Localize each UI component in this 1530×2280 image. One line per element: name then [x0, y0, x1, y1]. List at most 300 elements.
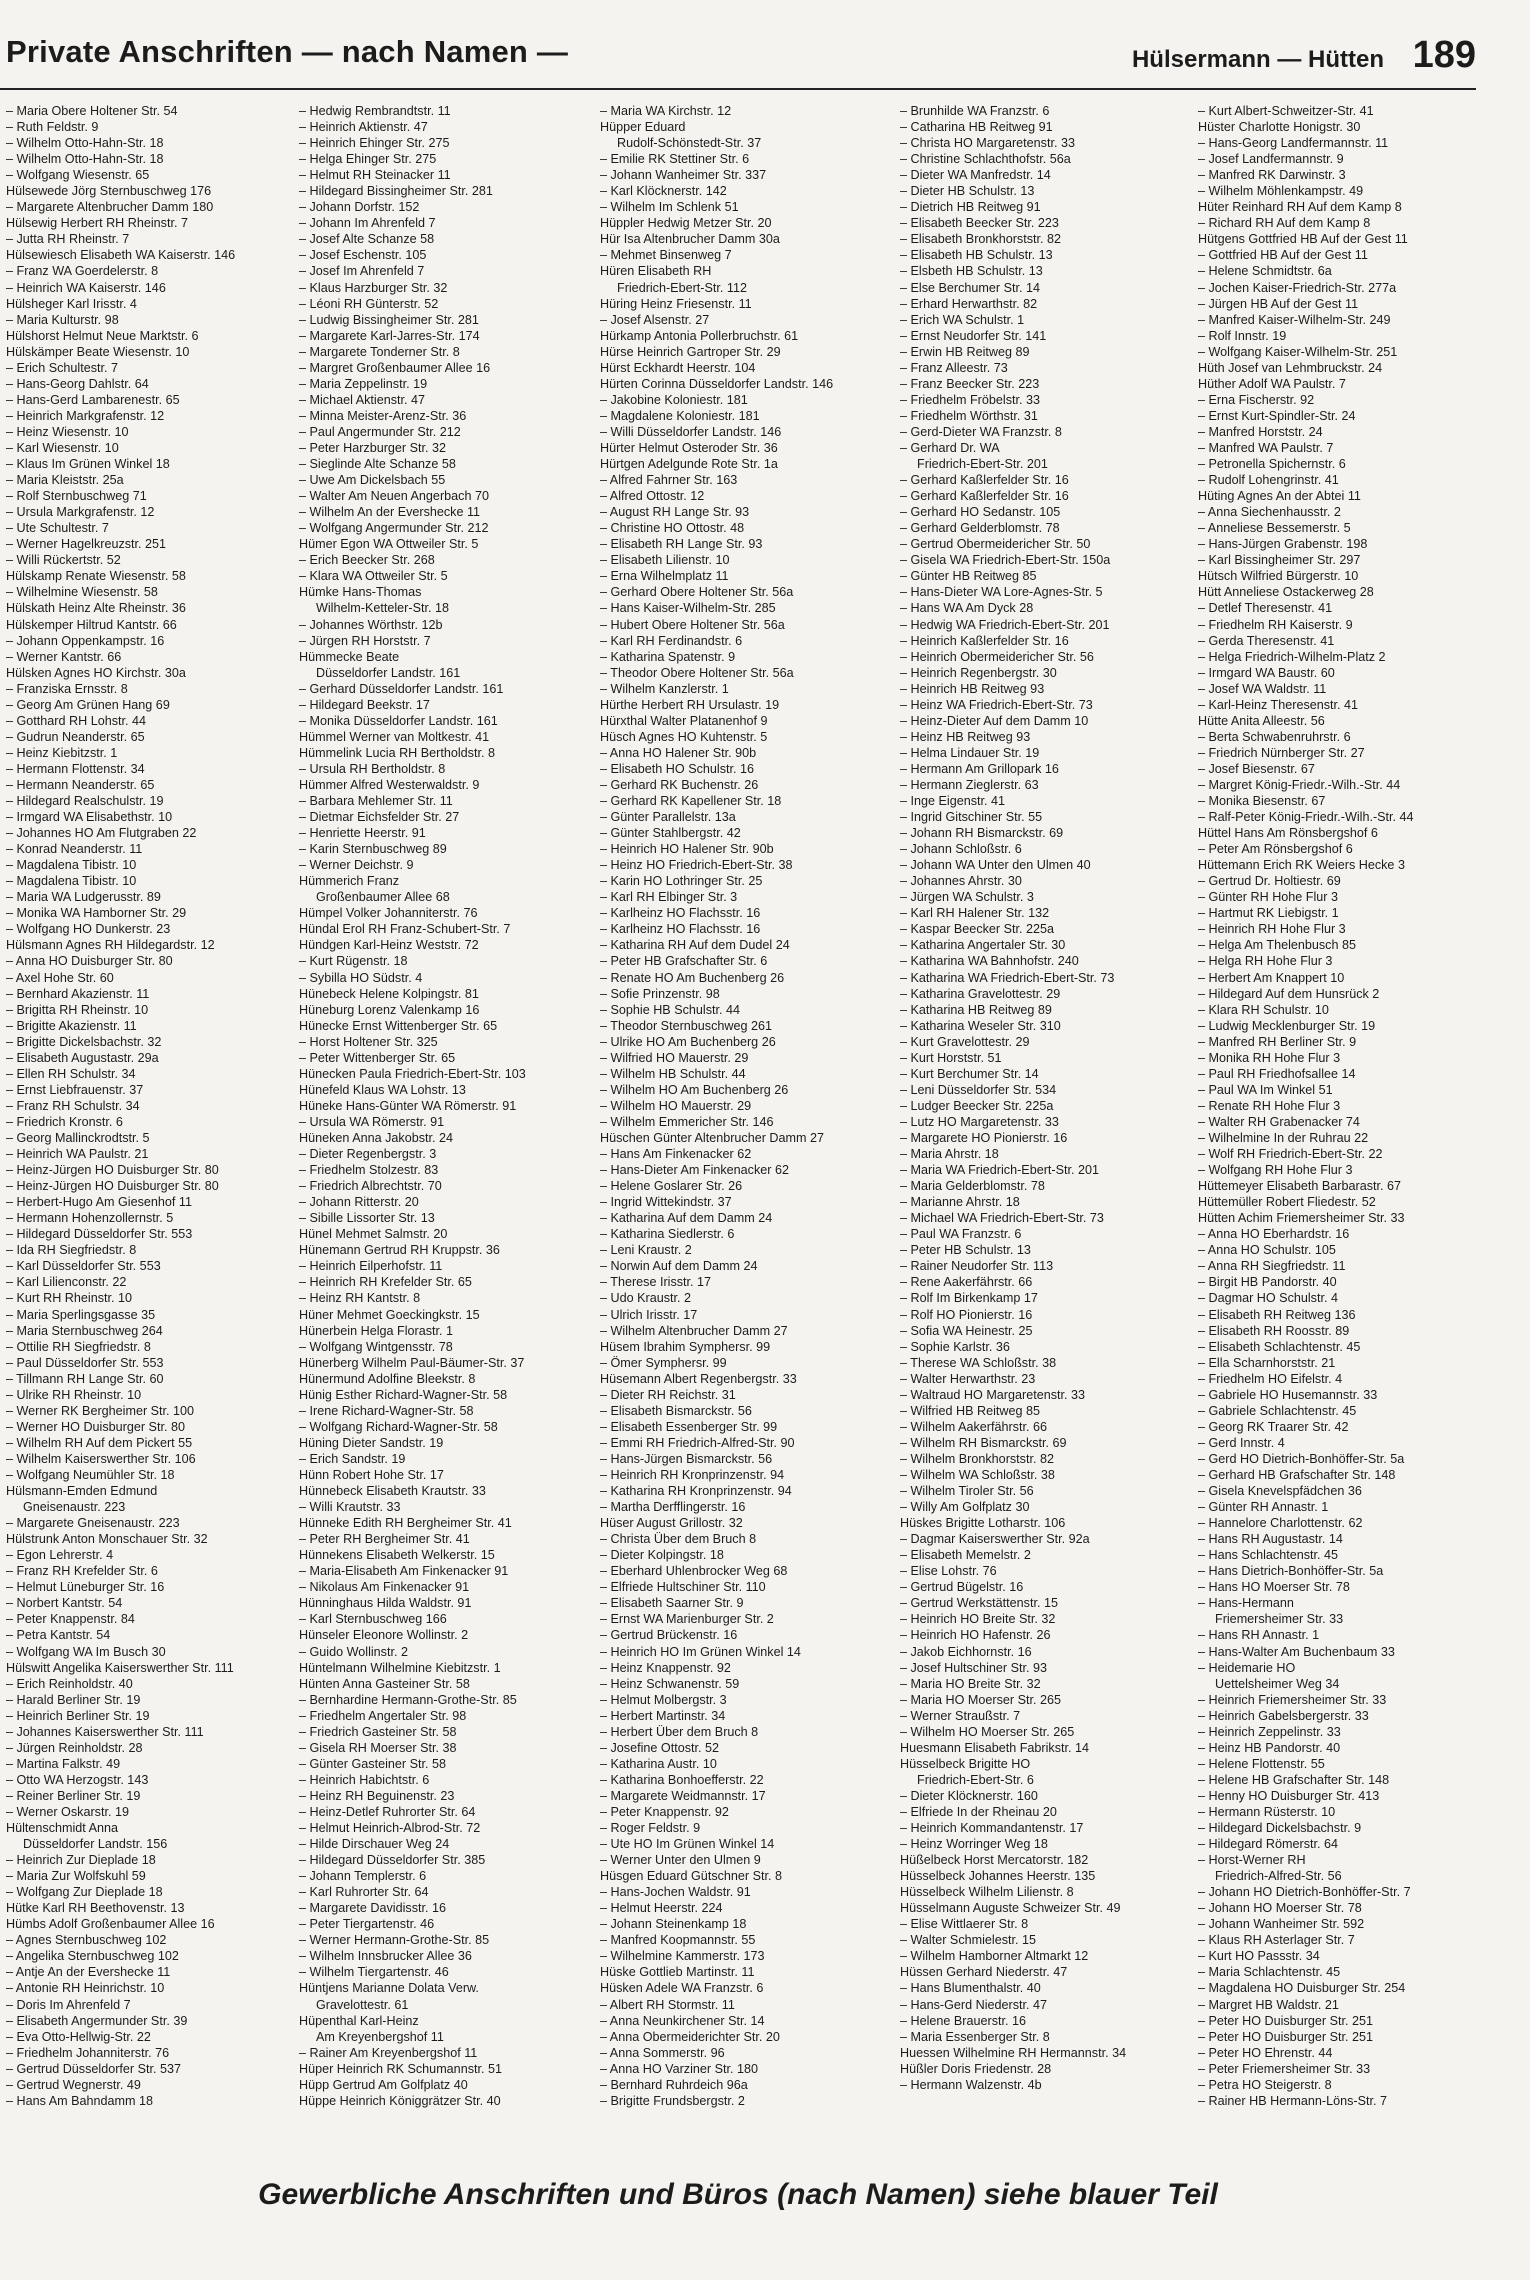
directory-entry: – Peter HB Grafschafter Str. 6 — [600, 954, 768, 969]
directory-entry: – Heinrich Gabelsbergerstr. 33 — [1198, 1708, 1369, 1723]
directory-entry: – Anna Obermeiderichter Str. 20 — [600, 2029, 780, 2044]
directory-entry: – Klaus RH Asterlager Str. 7 — [1198, 1933, 1355, 1948]
directory-entry: – Dagmar HO Schulstr. 4 — [1198, 1291, 1338, 1306]
directory-entry: – Maria Kleiststr. 25a — [6, 473, 124, 488]
directory-entry: – Lutz HO Margaretenstr. 33 — [900, 1114, 1059, 1129]
directory-entry: – Franz WA Goerdelerstr. 8 — [6, 264, 159, 279]
directory-entry: – Hans-Gerd Niederstr. 47 — [900, 1997, 1047, 2012]
directory-entry: – Josef Hultschiner Str. 93 — [900, 1660, 1047, 1675]
directory-entry: – Margarete Weidmannstr. 17 — [600, 1788, 766, 1803]
directory-entry: – Karl Wiesenstr. 10 — [6, 440, 119, 455]
directory-entry: – Maria-Elisabeth Am Finkenacker 91 — [299, 1564, 509, 1579]
directory-entry: – Wolfgang RH Hohe Flur 3 — [1198, 1163, 1353, 1178]
directory-entry: – Michael Aktienstr. 47 — [299, 392, 426, 407]
directory-entry: – Karl-Heinz Theresenstr. 41 — [1198, 697, 1359, 712]
directory-entry: – Ernst Neudorfer Str. 141 — [900, 328, 1047, 343]
directory-entry: – Karl Lilienconstr. 22 — [6, 1275, 127, 1290]
directory-entry: Hülsmann Agnes RH Hildegardstr. 12 — [6, 938, 215, 953]
directory-entry: – Anna HO Eberhardstr. 16 — [1198, 1227, 1350, 1242]
directory-entry: – Elisabeth Bismarckstr. 56 — [600, 1403, 752, 1418]
directory-entry: Hütten Achim Friemersheimer Str. 33 — [1198, 1211, 1405, 1226]
directory-entry: – Wolfgang Wintgensstr. 78 — [299, 1339, 453, 1354]
directory-entry: Hülstrunk Anton Monschauer Str. 32 — [6, 1532, 208, 1547]
directory-entry: – Wolfgang Wiesenstr. 65 — [6, 168, 150, 183]
directory-entry: – Hermann Neanderstr. 65 — [6, 777, 155, 792]
directory-entry: – Norwin Auf dem Damm 24 — [600, 1259, 758, 1274]
directory-entry: – Anna Siechenhausstr. 2 — [1198, 505, 1341, 520]
directory-entry: – Maria Schlachtenstr. 45 — [1198, 1965, 1341, 1980]
directory-entry: – Heinz Schwanenstr. 59 — [600, 1676, 740, 1691]
directory-entry: – Walter RH Grabenacker 74 — [1198, 1114, 1360, 1129]
directory-entry: – Margarete HO Pionierstr. 16 — [900, 1131, 1068, 1145]
directory-entry: – Ulrike HO Am Buchenberg 26 — [600, 1034, 776, 1049]
directory-entry: – Paul Angermunder Str. 212 — [299, 424, 461, 439]
directory-entry: – Franz RH Schulstr. 34 — [6, 1098, 140, 1113]
directory-entry: – Friedrich Nürnberger Str. 27 — [1198, 745, 1365, 760]
directory-entry: Hülskemper Hiltrud Kantstr. 66 — [6, 617, 177, 632]
directory-entry: – Johann Oppenkampstr. 16 — [6, 633, 165, 648]
directory-entry: – Anna HO Schulstr. 105 — [1198, 1243, 1336, 1258]
directory-entry: – Margret HB Waldstr. 21 — [1198, 1997, 1339, 2012]
directory-entry: – Johannes Wörthstr. 12b — [299, 617, 443, 632]
directory-entry: Hünig Esther Richard-Wagner-Str. 58 — [299, 1387, 508, 1402]
directory-entry: – Werner Oskarstr. 19 — [6, 1804, 129, 1819]
directory-entry: – Christine HO Ottostr. 48 — [600, 521, 745, 536]
directory-entry: Hünerberg Wilhelm Paul-Bäumer-Str. 37 — [299, 1355, 525, 1370]
directory-entry: – Maria Essenberger Str. 8 — [900, 2029, 1050, 2044]
directory-entry: – Walter Schmielestr. 15 — [900, 1933, 1037, 1948]
directory-entry: – Heinrich Eilperhofstr. 11 — [299, 1259, 443, 1274]
directory-entry: – Heinrich HO Hafenstr. 26 — [900, 1628, 1051, 1643]
directory-entry: – Wilhelm Innsbrucker Allee 36 — [299, 1949, 472, 1964]
directory-entry: – Karl Sternbuschweg 166 — [299, 1612, 447, 1627]
directory-entry: – Wilfried HB Reitweg 85 — [900, 1403, 1040, 1418]
directory-entry: – Monika RH Hohe Flur 3 — [1198, 1050, 1341, 1065]
directory-entry: – Tillmann RH Lange Str. 60 — [6, 1371, 164, 1386]
directory-entry: – Ernst Kurt-Spindler-Str. 24 — [1198, 408, 1356, 423]
directory-entry: Rudolf-Schönstedt-Str. 37 — [617, 136, 762, 151]
directory-column-4 — [900, 103, 1180, 2143]
directory-entry: – Hans-Walter Am Buchenbaum 33 — [1198, 1644, 1395, 1659]
directory-entry: Huessen Wilhelmine RH Hermannstr. 34 — [900, 2045, 1127, 2060]
directory-entry: – Dieter RH Reichstr. 31 — [600, 1387, 736, 1402]
directory-entry: – Hans-Gerd Lambarenestr. 65 — [6, 392, 180, 407]
directory-entry: Hülsheger Karl Irisstr. 4 — [6, 296, 137, 311]
directory-entry: Hünecke Ernst Wittenberger Str. 65 — [299, 1018, 498, 1033]
directory-entry: – Theodor Obere Holtener Str. 56a — [600, 665, 794, 680]
directory-entry: – Helga RH Hohe Flur 3 — [1198, 954, 1333, 969]
directory-entry: – Heinrich Aktienstr. 47 — [299, 120, 428, 135]
directory-entry: – Erwin HB Reitweg 89 — [900, 344, 1030, 359]
directory-entry: – Kurt Rügenstr. 18 — [299, 954, 408, 969]
directory-entry: – Erhard Herwarthstr. 82 — [900, 296, 1038, 311]
directory-entry: Hünefeld Klaus WA Lohstr. 13 — [299, 1082, 466, 1097]
directory-entry: – Christine Schlachthofstr. 56a — [900, 152, 1071, 167]
directory-entry: – Brigitta RH Rheinstr. 10 — [6, 1002, 149, 1017]
directory-entry: – Wilhelm Hamborner Altmarkt 12 — [900, 1949, 1089, 1964]
directory-entry: – Karl RH Ferdinandstr. 6 — [600, 633, 743, 648]
directory-entry: Hümmelink Lucia RH Bertholdstr. 8 — [299, 745, 495, 760]
directory-entry: – Dietmar Eichsfelder Str. 27 — [299, 810, 460, 825]
directory-entry: – Walter Am Neuen Angerbach 70 — [299, 489, 489, 504]
directory-entry: – Sibille Lissorter Str. 13 — [299, 1211, 435, 1226]
directory-entry: – Jochen Kaiser-Friedrich-Str. 277a — [1198, 280, 1397, 295]
directory-entry: Hünseler Eleonore Wollinstr. 2 — [299, 1628, 469, 1643]
directory-entry: – Dietrich HB Reitweg 91 — [900, 200, 1041, 215]
directory-entry: Hürxthal Walter Platanenhof 9 — [600, 713, 768, 728]
directory-entry: – Heinrich WA Paulstr. 21 — [6, 1147, 149, 1162]
directory-entry: – Gerhard Kaßlerfelder Str. 16 — [900, 489, 1069, 504]
directory-entry: – Heinz HB Pandorstr. 40 — [1198, 1740, 1341, 1755]
directory-entry: – Gertrud Wegnerstr. 49 — [6, 2077, 141, 2092]
directory-entry: – Gertrud Obermeidericher Str. 50 — [900, 537, 1091, 552]
directory-entry: – Peter Harzburger Str. 32 — [299, 440, 446, 455]
directory-entry: – Wilhelm Emmericher Str. 146 — [600, 1114, 774, 1129]
directory-entry: Hültenschmidt Anna — [6, 1821, 119, 1836]
directory-entry: – Johann WA Unter den Ulmen 40 — [900, 858, 1091, 873]
directory-entry: – Johann Ritterstr. 20 — [299, 1195, 419, 1210]
directory-entry: – Wilhelm Bronkhorststr. 82 — [900, 1451, 1054, 1466]
directory-entry: – Friedhelm Fröbelstr. 33 — [900, 392, 1040, 407]
directory-entry: – Elisabeth RH Roosstr. 89 — [1198, 1323, 1350, 1338]
directory-entry: – Hannelore Charlottenstr. 62 — [1198, 1516, 1363, 1531]
directory-entry: – Wilhelm HB Schulstr. 44 — [600, 1066, 746, 1081]
directory-entry: Hümmer Alfred Westerwaldstr. 9 — [299, 777, 480, 792]
directory-entry: – Elisabeth Schlachtenstr. 45 — [1198, 1339, 1361, 1354]
directory-entry: – Ludwig Bissingheimer Str. 281 — [299, 312, 479, 327]
directory-entry: – Minna Meister-Arenz-Str. 36 — [299, 408, 467, 423]
directory-entry: – Elisabeth Lilienstr. 10 — [600, 553, 730, 568]
directory-entry: – Franziska Ernsstr. 8 — [6, 681, 128, 696]
directory-entry: – Ingrid Wittekindstr. 37 — [600, 1195, 732, 1210]
directory-entry: Friedrich-Ebert-Str. 112 — [617, 280, 747, 295]
directory-entry: – Willy Am Golfplatz 30 — [900, 1500, 1030, 1515]
directory-entry: – Heinz HO Friedrich-Ebert-Str. 38 — [600, 858, 793, 873]
directory-entry: – Roger Feldstr. 9 — [600, 1821, 701, 1836]
directory-entry: – Heinrich Zur Dieplade 18 — [6, 1853, 156, 1868]
directory-entry: – Klara RH Schulstr. 10 — [1198, 1002, 1329, 1017]
directory-entry: – Anna RH Siegfriedstr. 11 — [1198, 1259, 1346, 1274]
directory-entry: – Peter Knappenstr. 92 — [600, 1804, 729, 1819]
directory-entry: – Helmut Heerstr. 224 — [600, 1901, 723, 1916]
directory-entry: – Guido Wollinstr. 2 — [299, 1644, 408, 1659]
directory-entry: Hümmerich Franz — [299, 874, 400, 889]
directory-entry: – Irmgard WA Elisabethstr. 10 — [6, 810, 173, 825]
directory-entry: – Hans RH Annastr. 1 — [1198, 1628, 1320, 1643]
section-title: Private Anschriften — nach Namen — — [6, 34, 569, 69]
directory-entry: – Herbert Am Knappert 10 — [1198, 970, 1345, 985]
directory-entry: – Ingrid Gitschiner Str. 55 — [900, 810, 1043, 825]
directory-entry: – Heinrich Friemersheimer Str. 33 — [1198, 1692, 1387, 1707]
directory-entry: – Herbert Über dem Bruch 8 — [600, 1724, 759, 1739]
directory-entry: – Rolf Im Birkenkamp 17 — [900, 1291, 1038, 1306]
directory-entry: – Friedrich Albrechtstr. 70 — [299, 1179, 442, 1194]
directory-entry: Hünneke Edith RH Bergheimer Str. 41 — [299, 1516, 512, 1531]
directory-entry: – Helmut Molbergstr. 3 — [600, 1692, 727, 1707]
directory-entry: Hüttemüller Robert Fliedestr. 52 — [1198, 1195, 1376, 1210]
directory-entry: – Werner Kantstr. 66 — [6, 649, 122, 664]
directory-entry: – Elisabeth Essenberger Str. 99 — [600, 1419, 778, 1434]
directory-entry: – Kurt Berchumer Str. 14 — [900, 1066, 1039, 1081]
directory-entry: – Harald Berliner Str. 19 — [6, 1692, 141, 1707]
directory-entry: – Friedhelm Wörthstr. 31 — [900, 408, 1038, 423]
directory-entry: – Elisabeth Beecker Str. 223 — [900, 216, 1059, 231]
directory-entry: – Gottfried HB Auf der Gest 11 — [1198, 248, 1368, 263]
directory-entry: – Wolfgang Zur Dieplade 18 — [6, 1885, 163, 1900]
directory-entry: – Peter Friemersheimer Str. 33 — [1198, 2061, 1371, 2076]
directory-entry: – Dieter Klöcknerstr. 160 — [900, 1788, 1038, 1803]
directory-entry: – Brigitte Dickelsbachstr. 32 — [6, 1034, 162, 1049]
directory-entry: Hünermund Adolfine Bleekstr. 8 — [299, 1371, 476, 1386]
directory-entry: – Manfred Koopmannstr. 55 — [600, 1933, 756, 1948]
directory-entry: Hülshorst Helmut Neue Marktstr. 6 — [6, 328, 199, 343]
directory-entry: Hümmel Werner van Moltkestr. 41 — [299, 729, 490, 744]
directory-entry: – Margret König-Friedr.-Wilh.-Str. 44 — [1198, 777, 1401, 792]
directory-entry: – Erna Wilhelmplatz 11 — [600, 569, 729, 584]
directory-entry: – Erich WA Schulstr. 1 — [900, 312, 1025, 327]
directory-entry: – Werner Hermann-Grothe-Str. 85 — [299, 1933, 490, 1948]
directory-entry: Hüntelmann Wilhelmine Kiebitzstr. 1 — [299, 1660, 501, 1675]
directory-entry: – Wilfried HO Mauerstr. 29 — [600, 1050, 749, 1065]
directory-entry: – Dagmar Kaiserswerther Str. 92a — [900, 1532, 1090, 1547]
directory-entry: – Johann HO Moerser Str. 78 — [1198, 1901, 1362, 1916]
directory-entry: Hünerbein Helga Florastr. 1 — [299, 1323, 454, 1338]
directory-entry: Hünninghaus Hilda Waldstr. 91 — [299, 1596, 472, 1611]
directory-entry: – Brigitte Akazienstr. 11 — [6, 1018, 137, 1033]
directory-entry: – Heinrich Kommandantenstr. 17 — [900, 1821, 1084, 1836]
directory-entry: – Günter Parallelstr. 13a — [600, 810, 736, 825]
directory-entry: – Maria HO Moerser Str. 265 — [900, 1692, 1061, 1707]
directory-entry: – Ellen RH Schulstr. 34 — [6, 1066, 136, 1081]
directory-entry: – Katharina WA Bahnhofstr. 240 — [900, 954, 1079, 969]
directory-entry: – Karl Ruhrorter Str. 64 — [299, 1885, 429, 1900]
directory-entry: Hüneke Hans-Günter WA Römerstr. 91 — [299, 1098, 517, 1113]
directory-entry: – Gerd HO Dietrich-Bonhöffer-Str. 5a — [1198, 1451, 1405, 1466]
directory-entry: – Maria Zeppelinstr. 19 — [299, 376, 428, 391]
directory-entry: – Renate HO Am Buchenberg 26 — [600, 970, 785, 985]
directory-entry: Hüter Reinhard RH Auf dem Kamp 8 — [1198, 200, 1402, 215]
directory-entry: – Brunhilde WA Franzstr. 6 — [900, 104, 1050, 118]
directory-entry: – Hubert Obere Holtener Str. 56a — [600, 617, 785, 632]
directory-entry: – Elfriede Hultschiner Str. 110 — [600, 1580, 766, 1595]
directory-entry: – Ömer Symphersr. 99 — [600, 1355, 727, 1370]
directory-entry: Hüttemeyer Elisabeth Barbarastr. 67 — [1198, 1179, 1402, 1194]
directory-entry: – Hildegard Beekstr. 17 — [299, 697, 430, 712]
directory-entry: – Georg Am Grünen Hang 69 — [6, 697, 170, 712]
directory-entry: – Gerhard RK Buchenstr. 26 — [600, 777, 759, 792]
directory-entry: – Anna HO Duisburger Str. 80 — [6, 954, 173, 969]
directory-entry: – Maria Ahrstr. 18 — [900, 1147, 999, 1162]
directory-entry: – Friedhelm HO Eifelstr. 4 — [1198, 1371, 1343, 1386]
directory-entry: – Günter Gasteiner Str. 58 — [299, 1756, 447, 1771]
directory-entry: – Rainer HB Hermann-Löns-Str. 7 — [1198, 2093, 1387, 2108]
directory-entry: Friemersheimer Str. 33 — [1215, 1612, 1344, 1627]
directory-entry: – Gerhard Obere Holtener Str. 56a — [600, 585, 794, 600]
directory-entry: Hüsselmann Auguste Schweizer Str. 49 — [900, 1901, 1121, 1916]
directory-entry: – Helga Ehinger Str. 275 — [299, 152, 437, 167]
directory-entry: – Hildegard Düsseldorfer Str. 553 — [6, 1227, 193, 1242]
directory-entry: – Berta Schwabenruhrstr. 6 — [1198, 729, 1351, 744]
directory-entry: – Jürgen WA Schulstr. 3 — [900, 890, 1034, 905]
directory-entry: – Wilhelmine Wiesenstr. 58 — [6, 585, 158, 600]
directory-entry: – Erich Sandstr. 19 — [299, 1451, 406, 1466]
directory-entry: – Sophie Karlstr. 36 — [900, 1339, 1010, 1354]
directory-entry: – Hildegard Düsseldorfer Str. 385 — [299, 1853, 486, 1868]
directory-entry: – Friedhelm RH Kaiserstr. 9 — [1198, 617, 1353, 632]
directory-entry: – Jakobine Koloniestr. 181 — [600, 392, 748, 407]
directory-entry: Hüsch Agnes HO Kuhtenstr. 5 — [600, 729, 768, 744]
directory-entry: Hümer Egon WA Ottweiler Str. 5 — [299, 537, 479, 552]
directory-entry: Hümmecke Beate — [299, 649, 400, 664]
directory-entry: Hülswitt Angelika Kaiserswerther Str. 111 — [6, 1660, 234, 1675]
directory-entry: Hülskämper Beate Wiesenstr. 10 — [6, 344, 190, 359]
directory-entry: Hütgens Gottfried HB Auf der Gest 11 — [1198, 232, 1408, 247]
directory-entry: – Paul WA Im Winkel 51 — [1198, 1082, 1333, 1097]
directory-entry: – Friedrich Kronstr. 6 — [6, 1114, 123, 1129]
directory-entry: Gravelottestr. 61 — [316, 1997, 409, 2012]
directory-entry: – Elise Lohstr. 76 — [900, 1564, 997, 1579]
directory-entry: Hümbs Adolf Großenbaumer Allee 16 — [6, 1917, 215, 1932]
directory-entry: – Detlef Theresenstr. 41 — [1198, 601, 1333, 616]
directory-entry: – Norbert Kantstr. 54 — [6, 1596, 123, 1611]
directory-entry: – Karin Sternbuschweg 89 — [299, 842, 447, 857]
directory-entry: – Hartmut RK Liebigstr. 1 — [1198, 906, 1339, 921]
directory-entry: – Eberhard Uhlenbrocker Weg 68 — [600, 1564, 788, 1579]
directory-entry: – Heinrich HB Reitweg 93 — [900, 681, 1045, 696]
directory-entry: – Heinz-Dieter Auf dem Damm 10 — [900, 713, 1089, 728]
directory-entry: – Heinz-Jürgen HO Duisburger Str. 80 — [6, 1163, 219, 1178]
directory-entry: Hüsselbeck Brigitte HO — [900, 1756, 1031, 1771]
directory-entry: – Magdalena Tibistr. 10 — [6, 874, 137, 889]
directory-entry: – Willi Düsseldorfer Landstr. 146 — [600, 424, 782, 439]
directory-entry: – Therese WA Schloßstr. 38 — [900, 1355, 1057, 1370]
directory-entry: – Gerhard HB Grafschafter Str. 148 — [1198, 1467, 1396, 1482]
directory-entry: – Sieglinde Alte Schanze 58 — [299, 457, 456, 472]
directory-entry: – Gerd Innstr. 4 — [1198, 1435, 1285, 1450]
directory-entry: Hüttel Hans Am Rönsbergshof 6 — [1198, 826, 1378, 841]
directory-entry: – Heinrich Habichtstr. 6 — [299, 1772, 430, 1787]
directory-entry: – Helga Friedrich-Wilhelm-Platz 2 — [1198, 649, 1386, 664]
directory-entry: – Johann Wanheimer Str. 337 — [600, 168, 767, 183]
directory-entry: Hütt Anneliese Ostackerweg 28 — [1198, 585, 1374, 600]
directory-entry: – Georg RK Traarer Str. 42 — [1198, 1419, 1349, 1434]
directory-entry: – Wilhelm Möhlenkampstr. 49 — [1198, 184, 1364, 199]
directory-entry: – Jutta RH Rheinstr. 7 — [6, 232, 130, 247]
directory-entry: – Gertrud Werkstättenstr. 15 — [900, 1596, 1058, 1611]
directory-entry: – Margarete Altenbrucher Damm 180 — [6, 200, 214, 215]
directory-entry: – Johannes HO Am Flutgraben 22 — [6, 826, 197, 841]
directory-entry: – Klaus Harzburger Str. 32 — [299, 280, 448, 295]
directory-entry: – Erich Reinholdstr. 40 — [6, 1676, 133, 1691]
directory-entry: Hürse Heinrich Gartroper Str. 29 — [600, 344, 781, 359]
directory-entry: Hüschen Günter Altenbrucher Damm 27 — [600, 1131, 824, 1145]
directory-entry: Hüpp Gertrud Am Golfplatz 40 — [299, 2077, 468, 2092]
directory-entry: – Ottilie RH Siegfriedstr. 8 — [6, 1339, 151, 1354]
directory-entry: – Hildegard Auf dem Hunsrück 2 — [1198, 986, 1380, 1001]
directory-entry: – Horst-Werner RH — [1198, 1853, 1306, 1868]
directory-entry: Hüner Mehmet Goeckingkstr. 15 — [299, 1307, 480, 1322]
directory-entry: – Hildegard Bissingheimer Str. 281 — [299, 184, 493, 199]
directory-entry: – Margarete Karl-Jarres-Str. 174 — [299, 328, 480, 343]
directory-entry: – Wilhelm HO Moerser Str. 265 — [900, 1724, 1075, 1739]
directory-entry: – Gertrud Bügelstr. 16 — [900, 1580, 1024, 1595]
directory-entry: – Wilhelmine Kammerstr. 173 — [600, 1949, 765, 1964]
directory-entry: – Hans-Jürgen Bismarckstr. 56 — [600, 1451, 773, 1466]
directory-entry: – Jakob Eichhornstr. 16 — [900, 1644, 1032, 1659]
directory-entry: – Karlheinz HO Flachsstr. 16 — [600, 906, 761, 921]
directory-entry: – Hans Schlachtenstr. 45 — [1198, 1548, 1339, 1563]
directory-entry: – Elisabeth Angermunder Str. 39 — [6, 2013, 188, 2028]
directory-entry: – Katharina Spatenstr. 9 — [600, 649, 736, 664]
directory-entry: – Heinrich HO Breite Str. 32 — [900, 1612, 1056, 1627]
directory-entry: – Elisabeth Saarner Str. 9 — [600, 1596, 744, 1611]
directory-entry: Hümke Hans-Thomas — [299, 585, 422, 600]
directory-entry: – Hans-Jochen Waldstr. 91 — [600, 1885, 751, 1900]
directory-entry: – Johann Dorfstr. 152 — [299, 200, 420, 215]
directory-entry: Hüßler Doris Friedenstr. 28 — [900, 2061, 1052, 2076]
directory-entry: – Ludwig Mecklenburger Str. 19 — [1198, 1018, 1376, 1033]
directory-entry: – Maria Obere Holtener Str. 54 — [6, 104, 178, 118]
directory-entry: – Paul WA Franzstr. 6 — [900, 1227, 1022, 1242]
directory-entry: – Gerhard Düsseldorfer Landstr. 161 — [299, 681, 504, 696]
directory-entry: – Anna HO Halener Str. 90b — [600, 745, 757, 760]
directory-entry: – Johann RH Bismarckstr. 69 — [900, 826, 1064, 841]
directory-entry: – August RH Lange Str. 93 — [600, 505, 750, 520]
directory-entry: – Ute HO Im Grünen Winkel 14 — [600, 1837, 775, 1852]
directory-entry: – Wilhelm Tiroler Str. 56 — [900, 1484, 1034, 1499]
directory-entry: – Werner Deichstr. 9 — [299, 858, 414, 873]
directory-entry: – Marianne Ahrstr. 18 — [900, 1195, 1020, 1210]
directory-entry: Hünten Anna Gasteiner Str. 58 — [299, 1676, 470, 1691]
directory-column-3 — [600, 103, 880, 2143]
directory-entry: – Günter Stahlbergstr. 42 — [600, 826, 741, 841]
directory-entry: – Maria Kulturstr. 98 — [6, 312, 119, 327]
directory-entry: – Hans Am Bahndamm 18 — [6, 2093, 154, 2108]
directory-entry: – Gisela WA Friedrich-Ebert-Str. 150a — [900, 553, 1111, 568]
directory-entry: – Dieter Kolpingstr. 18 — [600, 1548, 724, 1563]
directory-entry: – Wilhelm RH Auf dem Pickert 55 — [6, 1435, 193, 1450]
directory-entry: – Egon Lehrerstr. 4 — [6, 1548, 114, 1563]
directory-entry: – Wilhelm Otto-Hahn-Str. 18 — [6, 136, 164, 151]
directory-entry: Hüser August Grillostr. 32 — [600, 1516, 743, 1531]
directory-entry: – Josef Alte Schanze 58 — [299, 232, 435, 247]
directory-entry: – Magdalena HO Duisburger Str. 254 — [1198, 1981, 1406, 1996]
directory-entry: – Barbara Mehlemer Str. 11 — [299, 794, 453, 809]
directory-entry: – Katharina Auf dem Damm 24 — [600, 1211, 773, 1226]
directory-entry: – Wolfgang Angermunder Str. 212 — [299, 521, 489, 536]
directory-entry: Huesmann Elisabeth Fabrikstr. 14 — [900, 1740, 1089, 1755]
directory-entry: Gneisenaustr. 223 — [23, 1500, 126, 1515]
directory-columns — [0, 103, 1476, 2153]
directory-entry: – Maria WA Ludgerusstr. 89 — [6, 890, 161, 905]
directory-entry: – Rolf HO Pionierstr. 16 — [900, 1307, 1033, 1322]
directory-entry: – Rainer Neudorfer Str. 113 — [900, 1259, 1054, 1274]
directory-entry: – Brigitte Frundsbergstr. 2 — [600, 2093, 745, 2108]
directory-entry: – Hans HO Moerser Str. 78 — [1198, 1580, 1350, 1595]
directory-entry: Hür Isa Altenbrucher Damm 30a — [600, 232, 780, 247]
directory-entry: – Wolfgang Neumühler Str. 18 — [6, 1467, 175, 1482]
directory-entry: – Karl Düsseldorfer Str. 553 — [6, 1259, 161, 1274]
directory-entry: – Katharina Siedlerstr. 6 — [600, 1227, 735, 1242]
directory-entry: – Ludger Beecker Str. 225a — [900, 1098, 1054, 1113]
directory-entry: – Hermann Walzenstr. 4b — [900, 2077, 1042, 2092]
directory-entry: Hündgen Karl-Heinz Weststr. 72 — [299, 938, 479, 953]
name-range: Hülsermann — Hütten — [1131, 46, 1384, 73]
directory-entry: – Renate RH Hohe Flur 3 — [1198, 1098, 1341, 1113]
directory-column-2 — [299, 103, 579, 2143]
directory-entry: Hüper Heinrich RK Schumannstr. 51 — [299, 2061, 502, 2076]
directory-column-5 — [1198, 103, 1478, 2143]
